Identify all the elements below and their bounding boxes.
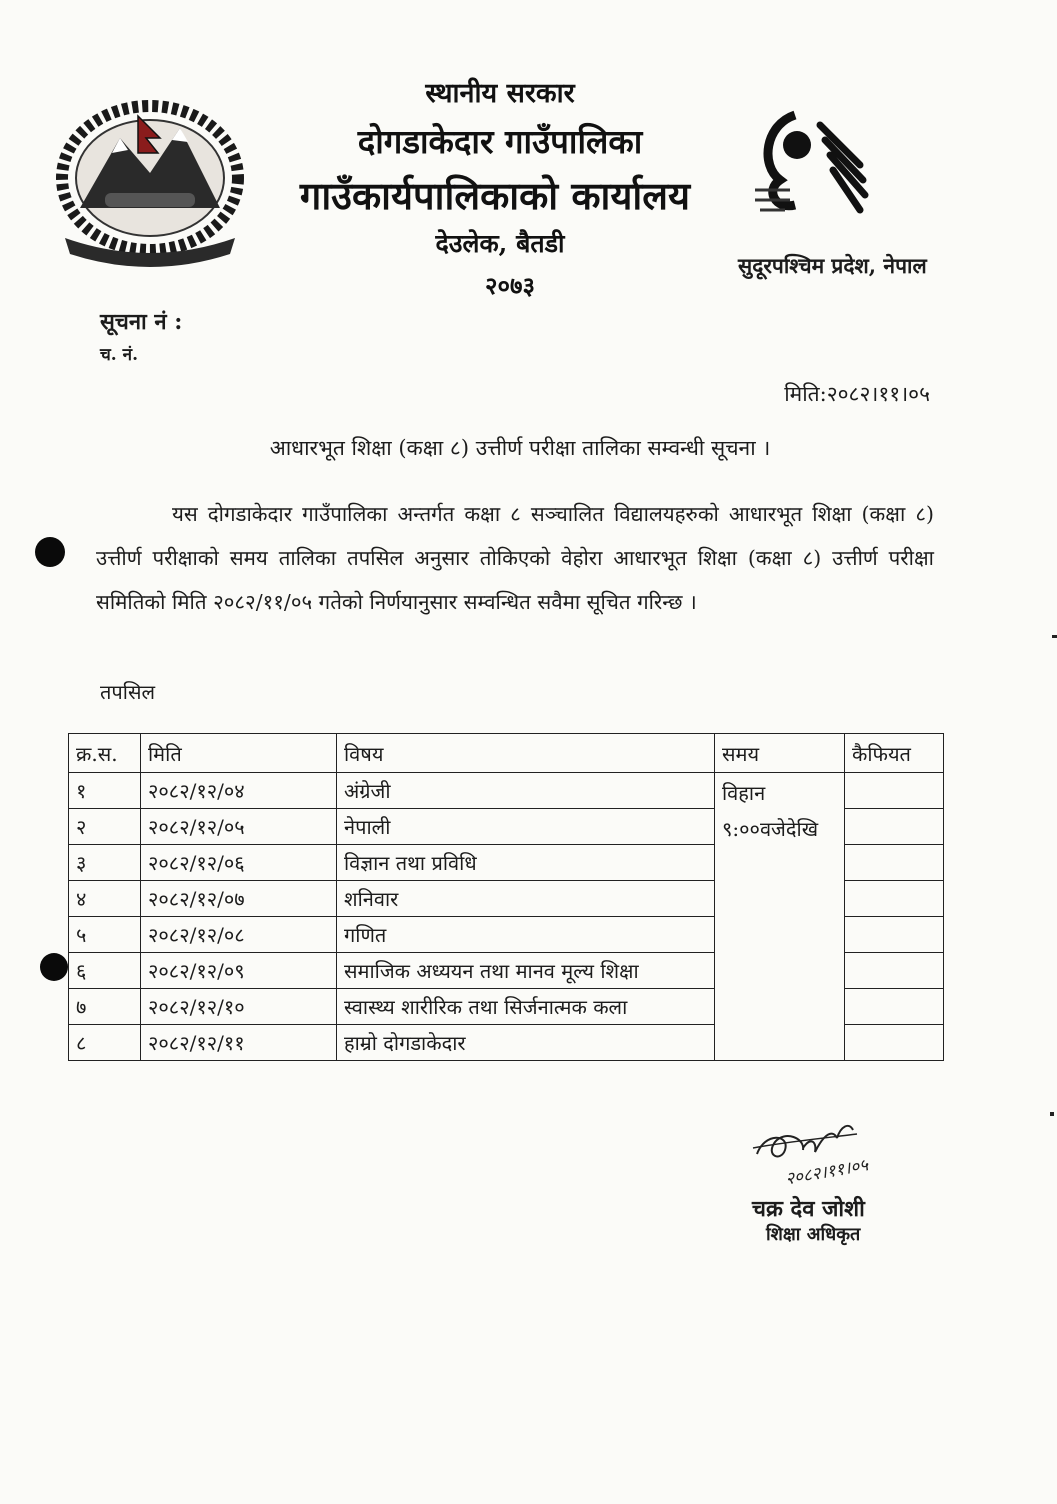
date-cell: २०८२/१२/०७ xyxy=(141,881,337,917)
dispatch-number-label: च. नं. xyxy=(100,345,138,365)
table-header-row xyxy=(69,734,944,773)
province-name: सुदूरपश्चिम प्रदेश, नेपाल xyxy=(738,253,927,278)
signature-date: २०८२।११।०५ xyxy=(783,1155,870,1190)
serial-cell: १ xyxy=(69,773,141,809)
subject-cell: शनिवार xyxy=(337,881,715,917)
header-established-year: २०७३ xyxy=(485,271,535,300)
edge-mark xyxy=(1052,635,1057,638)
subject-cell: स्वास्थ्य शारीरिक तथा सिर्जनात्मक कला xyxy=(337,989,715,1025)
remarks-cell xyxy=(845,917,944,953)
header-address: देउलेक, बैतडी xyxy=(435,229,565,258)
column-header-time: समय xyxy=(715,734,845,773)
remarks-cell xyxy=(845,845,944,881)
serial-cell: ७ xyxy=(69,989,141,1025)
time-line-morning: विहान xyxy=(722,781,766,805)
subject-cell: अंग्रेजी xyxy=(337,773,715,809)
date-cell: २०८२/१२/०८ xyxy=(141,917,337,953)
subject-cell: विज्ञान तथा प्रविधि xyxy=(337,845,715,881)
table-row xyxy=(69,773,944,809)
time-cell xyxy=(715,773,845,1061)
serial-cell: ८ xyxy=(69,1025,141,1061)
remarks-cell xyxy=(845,989,944,1025)
details-label: तपसिल xyxy=(100,680,156,704)
remarks-cell xyxy=(845,773,944,809)
subject-cell: गणित xyxy=(337,917,715,953)
subject-cell: समाजिक अध्ययन तथा मानव मूल्य शिक्षा xyxy=(337,953,715,989)
date-cell: २०८२/१२/०५ xyxy=(141,809,337,845)
serial-cell: ५ xyxy=(69,917,141,953)
serial-cell: ६ xyxy=(69,953,141,989)
signer-name: चक्र देव जोशी xyxy=(752,1196,865,1222)
serial-cell: ४ xyxy=(69,881,141,917)
header-local-government: स्थानीय सरकार xyxy=(425,78,575,109)
column-header-subject: विषय xyxy=(337,734,715,773)
column-header-remarks: कैफियत xyxy=(845,734,944,773)
date-cell: २०८२/१२/०४ xyxy=(141,773,337,809)
date-cell: २०८२/१२/११ xyxy=(141,1025,337,1061)
government-emblem-icon xyxy=(50,98,250,270)
province-logo-icon xyxy=(735,105,880,235)
serial-cell: ३ xyxy=(69,845,141,881)
notice-date: मिति:२०८२।११।०५ xyxy=(784,382,930,406)
notice-body-paragraph: यस दोगडाकेदार गाउँपालिका अन्तर्गत कक्षा ८ सञ्चालित विद्यालयहरुको आधारभूत शिक्षा (कक्षा ८) उत्तीर्ण परीक्षाको समय तालिका तपसिल अनुसार तोकिएको वेहोरा आधारभूत शिक्षा (कक्षा ८) उत्तीर्ण परीक्षा समितिको मिति २०८२/११/०५ गतेको निर्णयानुसार सम्वन्धित सवैमा सूचित गरिन्छ । xyxy=(96,502,934,614)
column-header-date: मिति xyxy=(141,734,337,773)
date-cell: २०८२/१२/१० xyxy=(141,989,337,1025)
remarks-cell xyxy=(845,881,944,917)
header-municipality-name: दोगडाकेदार गाउँपालिका xyxy=(357,122,643,161)
signer-title: शिक्षा अधिकृत xyxy=(766,1224,861,1245)
remarks-cell xyxy=(845,809,944,845)
column-header-serial: क्र.स. xyxy=(69,734,141,773)
date-cell: २०८२/१२/०६ xyxy=(141,845,337,881)
handwritten-signature xyxy=(745,1112,920,1192)
exam-schedule-table xyxy=(68,733,944,1061)
date-cell: २०८२/१२/०९ xyxy=(141,953,337,989)
notice-number-label: सूचना नं : xyxy=(100,309,183,335)
punch-hole xyxy=(35,537,65,567)
edge-mark xyxy=(1050,1112,1054,1116)
time-line-start: ९:००वजेदेखि xyxy=(722,817,819,841)
punch-hole xyxy=(40,953,68,981)
notice-subject: आधारभूत शिक्षा (कक्षा ८) उत्तीर्ण परीक्षा तालिका सम्वन्धी सूचना । xyxy=(269,436,771,460)
remarks-cell xyxy=(845,953,944,989)
header-office-name: गाउँकार्यपालिकाको कार्यालय xyxy=(299,173,691,218)
subject-cell: हाम्रो दोगडाकेदार xyxy=(337,1025,715,1061)
serial-cell: २ xyxy=(69,809,141,845)
remarks-cell xyxy=(845,1025,944,1061)
subject-cell: नेपाली xyxy=(337,809,715,845)
